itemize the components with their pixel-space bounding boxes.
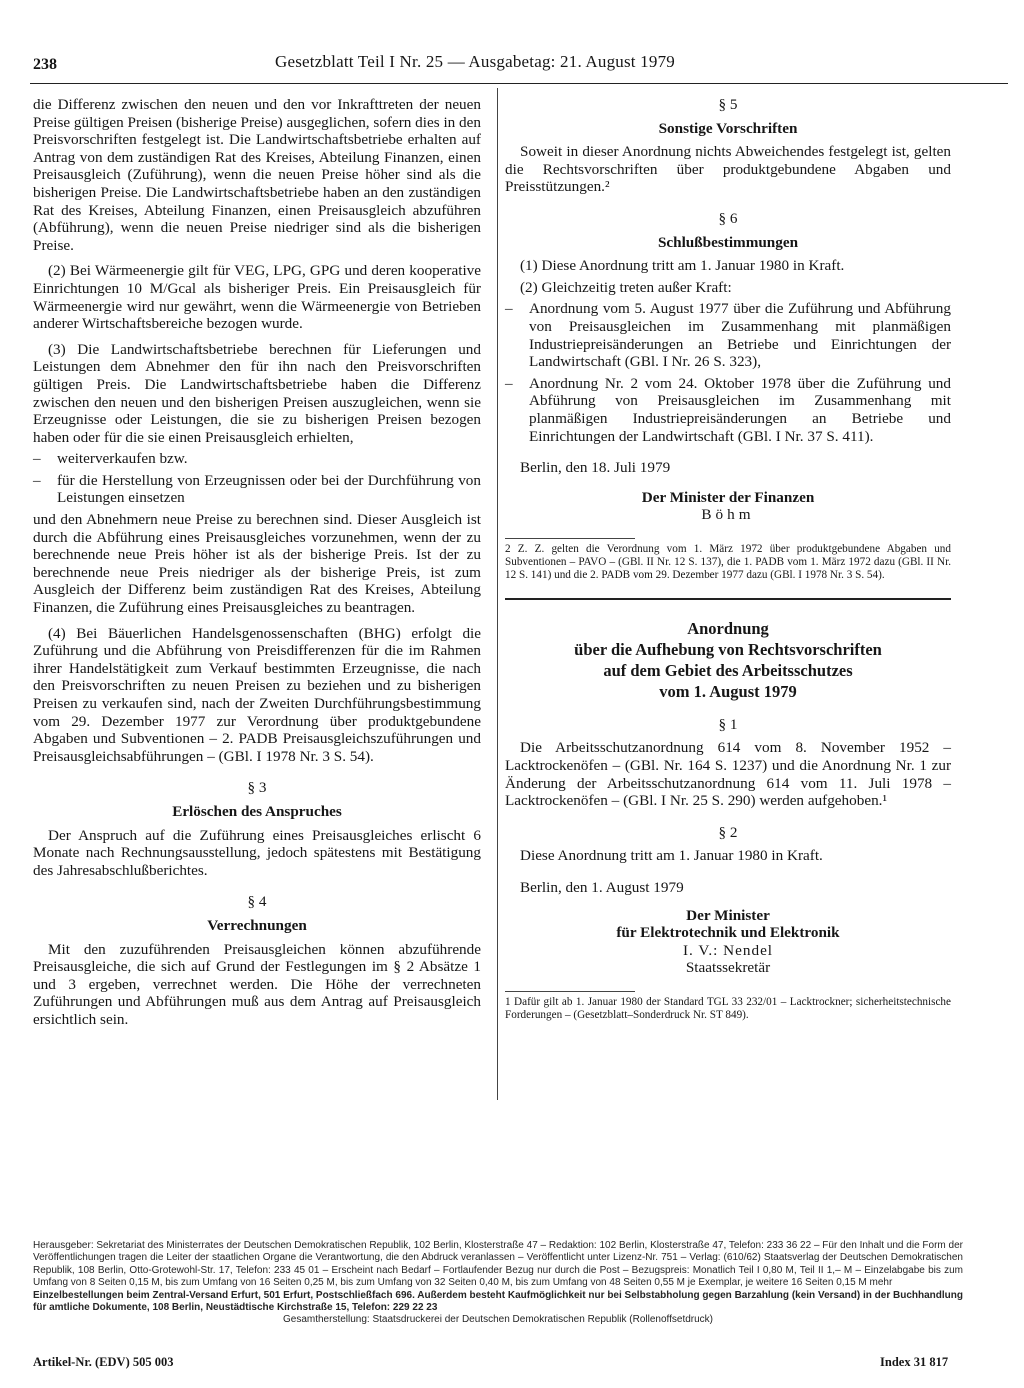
section-title-4: Verrechnungen <box>207 916 307 934</box>
list-item-text: für die Herstellung von Erzeugnissen oder bei der Durchführung von Leistungen einsetzen <box>57 471 481 507</box>
anordnung-subtitle-2: auf dem Gebiet des Arbeitsschutzes <box>603 660 853 680</box>
section-6-paragraph-2: (2) Gleichzeitig treten außer Kraft: <box>520 278 732 296</box>
section-text-4: Mit den zuzuführenden Preisausgleichen können abzuführende Preisausgleiche, die sich auf Grund der Festlegungen im § 2 Absätze 1 und 3 ergeben, verrechnet werden. Die Höhe der verrechneten Zuführungen und Abführungen muß aus dem Antrag auf Preisausgleich ersichtlich sein. <box>33 940 481 1028</box>
section-sign-6: § 6 <box>718 209 738 227</box>
header-rule <box>30 83 1008 84</box>
index-number: Index 31 817 <box>880 1355 949 1369</box>
anordnung-subtitle-1: über die Aufhebung von Rechtsvorschriften <box>574 639 882 659</box>
dash-marker: – <box>505 300 513 318</box>
list-item <box>33 450 481 468</box>
place-date: Berlin, den 18. Juli 1979 <box>520 459 671 477</box>
footnote-rule <box>505 538 635 539</box>
list-item <box>505 375 951 445</box>
signatory-title-line-2: für Elektrotechnik und Elektronik <box>616 924 840 942</box>
anordnung-title: Anordnung <box>687 618 769 638</box>
section-text-a1: Die Arbeitsschutzanordnung 614 vom 8. November 1952 – Lacktrockenöfen – (GBl. Nr. 164 S. 1237) und die Anordnung Nr. 1 zur Änderung der Arbeitsschutzanordnung 614 vom 11. Juli 1978 – Lacktrockenöfen – (GBl. I Nr. 25 S. 290) werden aufgehoben.¹ <box>505 739 951 810</box>
paragraph-continued: die Differenz zwischen den neuen und den vor Inkrafttreten der neuen Preise gültigen Preisen (bisherige Preise) ausgeglichen, sofern dies in den Preisvorschriften festgelegt ist. Die Landwirtschaftsbetriebe erhalten auf Antrag von dem zuständigen Rat des Kreises, Abteilung Finanzen, einen Preisausgleich (Zuführung), wenn die neuen Preise höher sind als die bisherigen Preise. Die Landwirtschaftsbetriebe haben an den zuständigen Rat des Kreises, Abteilung Finanzen, einen Preisausgleich abzuführen (Abführung), wenn die neuen Preise niedriger sind als die bisherigen Preise. <box>33 96 481 254</box>
list-item-text: weiterverkaufen bzw. <box>57 450 188 468</box>
section-sign-4: § 4 <box>247 893 267 911</box>
paragraph-2: (2) Bei Wärmeenergie gilt für VEG, LPG, GPG und deren kooperative Einrichtungen 10 M/Gcal als bisheriger Preis. Ein Preisausgleich für Wärmeenergie wird nur gewährt, wenn die Wärmeenergie von Betrieben anderer Wirtschaftsbereiche bezogen wurde. <box>33 262 481 333</box>
column-divider <box>497 88 498 1100</box>
dash-marker: – <box>33 450 41 468</box>
section-sign-5: § 5 <box>718 96 738 113</box>
paragraph-3-continued: und den Abnehmern neue Preise zu berechnen sind. Dieser Ausgleich ist durch die Abführung eines Preisausgleiches vorzunehmen, wenn der zu berechnende neue Preis höher ist als der bisherige Preis. Ist der zu berechnende neue Preis niedriger als der bisherige Preis, ist zum Ausgleich der Differenz beim zuständigen Rat des Kreises, Abteilung Finanzen, die Zuführung eines Preisausgleiches zu beantragen. <box>33 511 481 617</box>
dash-marker: – <box>33 471 41 489</box>
signatory-name: Böhm <box>701 506 755 524</box>
right-column <box>505 96 951 1022</box>
paragraph-4: (4) Bei Bäuerlichen Handelsgenossenschaften (BHG) erfolgt die Zuführung und die Abführung von Preisdifferenzen für die im Rahmen ihrer Handelstätigkeit zum Verkauf bestimmten Erzeugnisse, die nach den Preisvorschriften zu neuen Preisen zu beziehen und zu bisherigen Preisen zu verkaufen sind, nach der Zweiten Durchführungsbestimmung vom 29. Dezember 1977 zur Verordnung über produktgebundene Abgaben und Subventionen – 2. PADB Preisausgleichszuführungen und Preisausgleichsabführungen – (GBl. I 1978 Nr. 3 S. 54). <box>33 624 481 765</box>
imprint-publisher: Herausgeber: Sekretariat des Ministerrates der Deutschen Demokratischen Republik, 102 Berlin, Klosterstraße 47 – Redaktion: 102 Berlin, Klosterstraße 47, Telefon: 233 36 22 – Für den Inhalt und die Form der Veröffentlichungen tragen die Leiter der staatlichen Organe die Verantwortung, die den Abdruck veranlassen – Veröffentlicht unter Lizenz-Nr. 751 – Verlag: (610/62) Staatsverlag der Deutschen Demokratischen Republik, 108 Berlin, Otto-Grotewohl-Str. 17, Telefon: 233 45 01 – Erscheint nach Bedarf – Fortlaufender Bezug nur durch die Post – Bezugspreis: Monatlich Teil I 0,80 M, Teil II 1,– M – Einzelabgabe bis zum Umfang von 8 Seiten 0,15 M, bis zum Umfang von 16 Seiten 0,25 M, bis zum Umfang von 32 Seiten 0,40 M, bis zum Umfang von 48 Seiten 0,55 M je Exemplar, je weitere 16 Seiten 0,15 M mehr <box>33 1240 963 1289</box>
list-item <box>505 300 951 370</box>
section-title-5: Sonstige Vorschriften <box>658 119 798 137</box>
section-text-a2: Diese Anordnung tritt am 1. Januar 1980 in Kraft. <box>520 847 823 865</box>
signatory-title: Der Minister <box>686 906 770 924</box>
footnote-rule <box>505 991 635 992</box>
page-number: 238 <box>33 56 57 73</box>
section-separator <box>505 598 951 600</box>
section-title-6: Schlußbestimmungen <box>657 233 799 251</box>
section-sign-a2: § 2 <box>718 823 738 841</box>
section-text-3: Der Anspruch auf die Zuführung eines Preisausgleiches erlischt 6 Monate nach Rechnungsausstellung, jedoch spätestens mit Bestätigung des Jahresabschlußberichtes. <box>33 826 481 879</box>
anordnung-date: vom 1. August 1979 <box>659 681 797 701</box>
list-item-text: Anordnung Nr. 2 vom 24. Oktober 1978 über die Zuführung und Abführung von Preisausgleichen im Zusammenhang mit planmäßigen Industriepreisänderungen an Betriebe und Einrichtungen der Landwirtschaft (GBl. I Nr. 37 S. 411). <box>529 374 951 445</box>
signatory-title: Der Minister der Finanzen <box>641 488 815 506</box>
imprint-orders: Einzelbestellungen beim Zentral-Versand Erfurt, 501 Erfurt, Postschließfach 696. Außerdem besteht Kaufmöglichkeit nur bei Selbstabholung gegen Barzahlung (kein Versand) in der Buchhandlung für amtliche Dokumente, 108 Berlin, Neustädtische Kirchstraße 15, Telefon: 229 22 23 <box>33 1289 963 1314</box>
dash-marker: – <box>505 374 513 392</box>
list-item <box>33 472 481 507</box>
article-number: Artikel-Nr. (EDV) 505 003 <box>33 1355 174 1369</box>
footnote-2: 2 Z. Z. gelten die Verordnung vom 1. März 1972 über produktgebundene Abgaben und Subventionen – PAVO – (GBl. II Nr. 12 S. 137), die 1. PADB vom 1. März 1972 dazu (GBl. II Nr. 12 S. 141) und die 2. PADB vom 29. Dezember 1977 dazu (GBl. I 1978 Nr. 3 S. 54). <box>505 542 951 581</box>
imprint-printer: Gesamtherstellung: Staatsdruckerei der Deutschen Demokratischen Republik (Rollenoffsetdruck) <box>282 1314 714 1326</box>
section-sign-a1: § 1 <box>718 715 738 733</box>
left-column <box>33 96 481 1029</box>
list-item-text: Anordnung vom 5. August 1977 über die Zuführung und Abführung von Preisausgleichen im Zusammenhang mit planmäßigen Industriepreisänderungen an Betriebe und Einrichtungen der Landwirtschaft (GBl. I Nr. 26 S. 323), <box>529 300 951 371</box>
signatory-name: I. V.: Nendel <box>682 941 774 959</box>
section-title-3: Erlöschen des Anspruches <box>172 802 342 820</box>
footnote-1: 1 Dafür gilt ab 1. Januar 1980 der Standard TGL 33 232/01 – Lacktrockner; sicherheitstechnische Forderungen – (Gesetzblatt–Sonderdruck Nr. ST 849). <box>505 996 951 1021</box>
section-sign-3: § 3 <box>247 779 267 797</box>
place-date: Berlin, den 1. August 1979 <box>520 879 684 897</box>
paragraph-3: (3) Die Landwirtschaftsbetriebe berechnen für Lieferungen und Leistungen dem Abnehmer den für ihn nach den Preisvorschriften gültigen Preis. Die Landwirtschaftsbetriebe haben die Differenz zwischen den neuen und den bisherigen Preisen auszugleichen, wenn sie Erzeugnisse oder Leistungen, die sie zu bisherigen Preisen bezogen haben oder für die sie einen Preisausgleich erhielten, <box>33 340 481 446</box>
section-text-5: Soweit in dieser Anordnung nichts Abweichendes festgelegt ist, gelten die Rechtsvorschriften über produktgebundene Abgaben und Preisstützungen.² <box>505 143 951 196</box>
section-6-paragraph-1: (1) Diese Anordnung tritt am 1. Januar 1980 in Kraft. <box>520 257 845 275</box>
running-head: Gesetzblatt Teil I Nr. 25 — Ausgabetag: 21. August 1979 <box>275 52 675 71</box>
imprint <box>33 1240 963 1327</box>
signatory-role: Staatssekretär <box>685 959 771 977</box>
